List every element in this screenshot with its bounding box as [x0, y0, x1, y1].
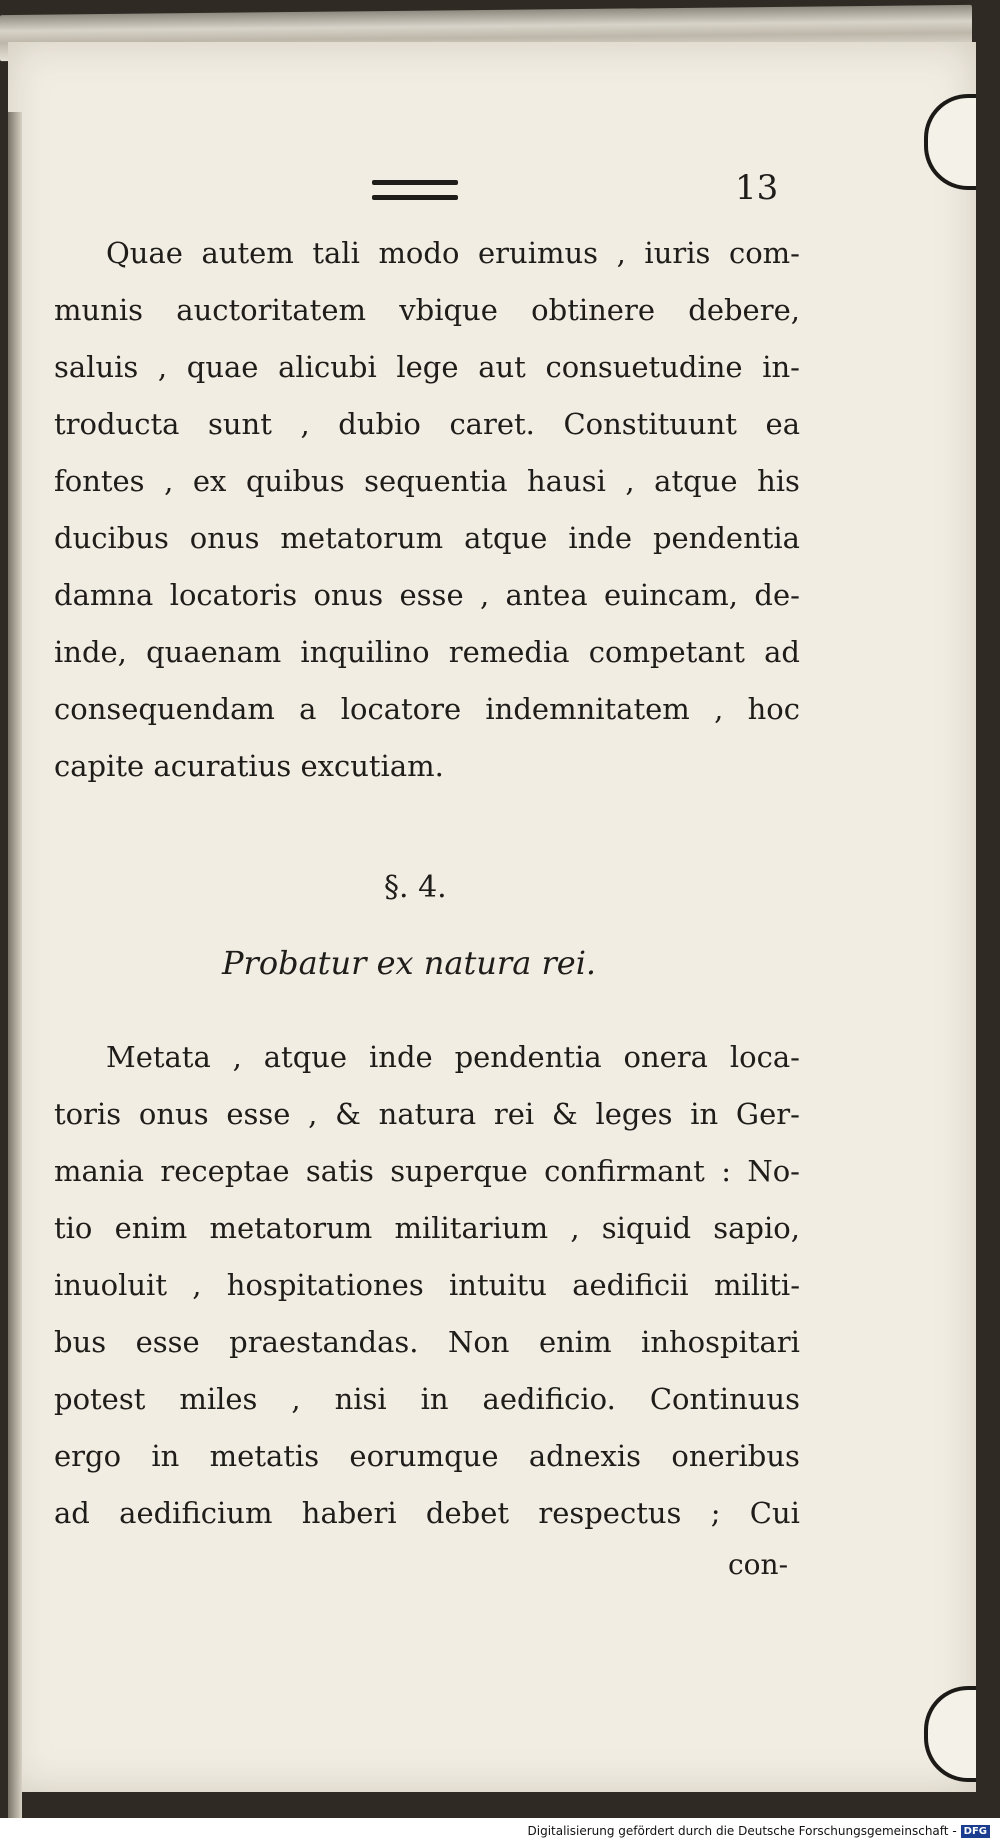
text-line: bus esse praestandas. Non enim inhospitari	[54, 1325, 800, 1359]
rule-line	[372, 180, 458, 185]
paragraph-2	[54, 1040, 800, 1553]
page-clip-bottom	[924, 1686, 976, 1782]
text-line: saluis , quae alicubi lege aut consuetudine in-	[54, 350, 800, 384]
text-line: troducta sunt , dubio caret. Constituunt ea	[54, 407, 800, 441]
catchword: con-	[728, 1548, 789, 1581]
text-line: potest miles , nisi in aedificio. Continuus	[54, 1382, 800, 1416]
text-line: fontes , ex quibus sequentia hausi , atque his	[54, 464, 800, 498]
text-line: inuoluit , hospitationes intuitu aedificii militi-	[54, 1268, 800, 1302]
page-clip-top	[924, 94, 976, 190]
binding-shadow	[8, 112, 22, 1832]
digitization-footer	[0, 1818, 1000, 1844]
text-line: tio enim metatorum militarium , siquid sapio,	[54, 1211, 800, 1245]
text-line: inde, quaenam inquilino remedia competant ad	[54, 635, 800, 669]
text-line: munis auctoritatem vbique obtinere debere,	[54, 293, 800, 327]
text-line: ducibus onus metatorum atque inde pendentia	[54, 521, 800, 555]
text-line: ad aedificium haberi debet respectus ; Cui	[54, 1496, 800, 1530]
section-title: Probatur ex natura rei.	[222, 944, 597, 982]
text-line: Metata , atque inde pendentia onera loca-	[106, 1040, 800, 1074]
paragraph-1	[54, 236, 800, 806]
text-line: capite acuratius excutiam.	[54, 749, 444, 783]
text-line: damna locatoris onus esse , antea euincam, de-	[54, 578, 800, 612]
section-mark: §. 4.	[384, 870, 447, 905]
text-line: toris onus esse , & natura rei & leges in Ger-	[54, 1097, 800, 1131]
text-line: Quae autem tali modo eruimus , iuris com-	[106, 236, 800, 270]
dfg-logo: DFG	[961, 1825, 990, 1838]
text-line: consequendam a locatore indemnitatem , hoc	[54, 692, 800, 726]
footer-credit: Digitalisierung gefördert durch die Deutsche Forschungsgemeinschaft -	[527, 1824, 957, 1838]
rule-line	[372, 195, 458, 200]
page-number: 13	[735, 168, 779, 208]
text-line: mania receptae satis superque confirmant : No-	[54, 1154, 800, 1188]
text-line: ergo in metatis eorumque adnexis oneribus	[54, 1439, 800, 1473]
header-ornament-rule	[372, 180, 458, 200]
